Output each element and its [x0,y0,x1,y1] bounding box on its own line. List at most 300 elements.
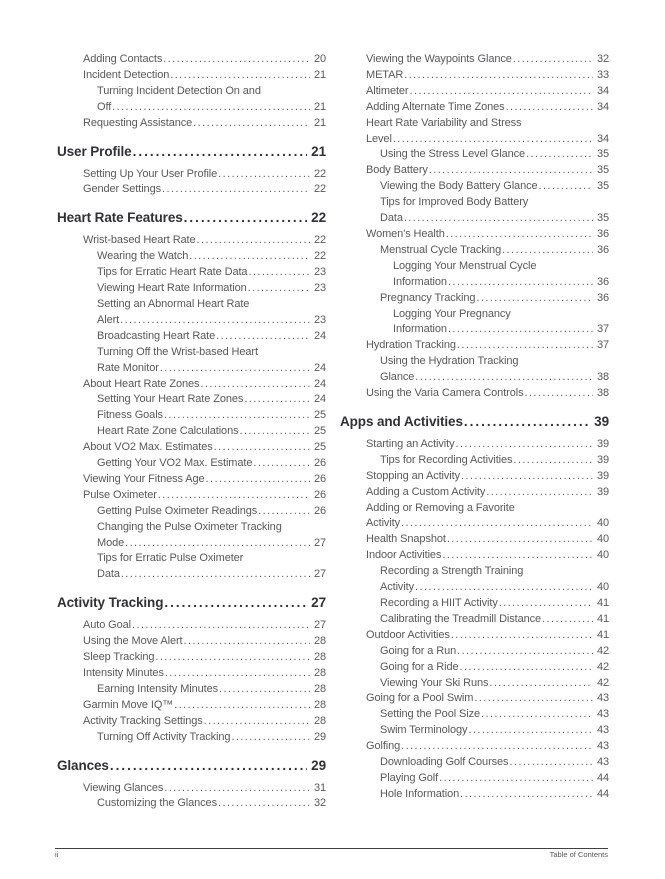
dot-leader [414,370,593,386]
dot-leader [512,52,593,68]
toc-page-number: 31 [313,781,326,794]
dot-leader [183,634,310,650]
dot-leader [459,660,593,676]
toc-page-number: 22 [313,167,326,180]
toc-page-number: 39 [596,437,609,450]
toc-entry-title: Starting an Activity [366,437,455,450]
toc-entry-title: Logging Your Pregnancy [393,307,511,320]
toc-entry-row[interactable] [57,182,326,198]
dot-leader [524,386,593,402]
toc-entry-title: Using the Hydration Tracking [380,355,519,368]
toc-page-number: 36 [596,227,609,240]
toc-entry-title: Getting Your VO2 Max. Estimate [97,457,253,470]
toc-heading-title: Glances [57,757,109,773]
dot-leader [119,313,310,329]
dot-leader [456,644,593,660]
toc-entry-row[interactable] [57,313,326,329]
toc-entry-row[interactable] [57,68,326,84]
toc-entry-title: Health Snapshot [366,533,446,546]
toc-entry-title: Intensity Minutes [83,667,164,679]
dot-leader [512,453,593,469]
toc-page-number: 20 [313,53,326,65]
dot-leader [485,485,593,501]
toc-page-number: 33 [596,68,609,81]
dot-leader [120,567,310,583]
dot-leader [164,666,310,682]
dot-leader [131,618,310,634]
toc-entry-title: About Heart Rate Zones [83,377,200,390]
dot-leader [400,516,593,532]
dot-leader [230,730,310,746]
toc-entry-row[interactable] [57,116,326,132]
toc-page-number: 25 [313,409,326,422]
toc-entry-row[interactable] [340,723,609,739]
toc-entry-title: Information [393,275,447,288]
dot-leader [183,208,308,228]
toc-entry-row[interactable] [340,338,609,354]
toc-heading-title: User Profile [57,143,132,159]
toc-entry-title: Tips for Recording Activities [380,453,513,466]
toc-entry-title: Turning Incident Detection On and [97,84,261,97]
toc-entry-title: Turning Off the Wrist-based Heart [97,345,258,358]
toc-entry-row[interactable] [57,781,326,797]
toc-page-number: 28 [313,635,326,648]
toc-entry-title: Earning Intensity Minutes [97,682,219,695]
toc-entry-title: Viewing Glances [83,781,164,794]
toc-entry-row[interactable] [340,501,609,517]
dot-leader [215,329,310,345]
dot-leader [403,68,593,84]
toc-entry-row[interactable] [340,771,609,787]
toc-entry-row[interactable] [340,644,609,660]
dot-leader [445,227,593,243]
toc-entry-title: Activity [366,517,401,530]
toc-page-number: 28 [313,714,326,727]
toc-entry-row[interactable] [340,243,609,259]
toc-entry-row[interactable] [57,52,326,68]
toc-page-number: 27 [311,595,326,611]
toc-entry-row[interactable] [57,392,326,408]
toc-page-number: 27 [313,536,326,549]
toc-entry-row[interactable] [340,163,609,179]
toc-entry-row[interactable] [57,551,326,567]
toc-entry-title: Using the Stress Level Glance [380,148,526,161]
dot-leader [162,52,310,68]
toc-entry-row[interactable] [340,291,609,307]
toc-entry-title: Going for a Run [380,644,457,657]
toc-entry-row[interactable] [340,211,609,227]
footer-section-title: Table of Contents [549,850,608,859]
toc-entry-row[interactable] [340,259,609,275]
dot-leader [163,408,310,424]
dot-leader [447,275,593,291]
toc-page-number: 39 [596,469,609,482]
toc-entry-title: Setting Up Your User Profile [83,167,218,180]
toc-page-number: 43 [596,740,609,753]
toc-entry-row[interactable] [340,195,609,211]
toc-heading-title: Heart Rate Features [57,210,183,226]
toc-entry-title: Activity [380,581,415,594]
dot-leader [438,771,593,787]
toc-entry-title: Activity Tracking Settings [83,714,203,727]
dot-leader [538,179,593,195]
dot-leader [188,249,310,265]
toc-entry-title: Altimeter [366,84,409,97]
toc-page-number: 37 [596,339,609,352]
dot-leader [473,691,593,707]
toc-entry-row[interactable] [57,666,326,682]
toc-page-number: 32 [596,53,609,65]
toc-page-number: 25 [313,441,326,454]
dot-leader [199,377,310,393]
toc-page-number: 21 [311,143,326,159]
toc-entry-row[interactable] [340,787,609,803]
toc-page-number: 42 [596,660,609,673]
dot-leader [247,281,310,297]
footer-page-number: ii [55,850,59,859]
dot-leader [409,84,593,100]
dot-leader [400,739,593,755]
toc-entry-row[interactable] [340,386,609,402]
dot-leader [455,437,593,453]
toc-entry-row[interactable] [340,437,609,453]
toc-entry-row[interactable] [340,707,609,723]
toc-entry-title: Viewing the Waypoints Glance [366,53,512,65]
toc-page-number: 21 [313,68,326,81]
toc-page-number: 22 [313,250,326,263]
toc-entry-title: Requesting Assistance [83,116,193,129]
dot-leader [154,650,310,666]
toc-entry-title: Playing Golf [380,771,439,784]
dot-leader [501,243,593,259]
toc-page-number: 35 [596,164,609,177]
dot-leader [157,488,310,504]
toc-page-number: 29 [313,730,326,743]
toc-entry-row[interactable] [340,354,609,370]
toc-entry-row[interactable] [340,548,609,564]
toc-entry-title: Tips for Improved Body Battery [380,196,529,209]
toc-entry-row[interactable] [340,580,609,596]
toc-entry-row[interactable] [57,472,326,488]
dot-leader [111,100,310,116]
toc-entry-row[interactable] [340,68,609,84]
toc-entry-title: Glance [380,371,415,384]
toc-page-number: 26 [313,488,326,501]
toc-page-number: 40 [596,581,609,594]
toc-page-number: 35 [596,212,609,225]
dot-leader [467,723,593,739]
toc-heading-title: Apps and Activities [340,413,463,429]
toc-page-number: 26 [313,472,326,485]
toc-page-number: 24 [313,377,326,390]
toc-entry-title: Wrist-based Heart Rate [83,234,196,247]
toc-page-number: 24 [313,329,326,342]
toc-entry-row[interactable] [57,634,326,650]
toc-entry-title: Information [393,323,447,336]
toc-entry-row[interactable] [340,596,609,612]
dot-leader [488,676,593,692]
toc-page-number: 35 [596,180,609,193]
toc-entry-row[interactable] [57,408,326,424]
toc-entry-row[interactable] [57,281,326,297]
dot-leader [163,593,307,613]
toc-page-number: 37 [596,323,609,336]
toc-page-number: 42 [596,676,609,689]
toc-entry-row[interactable] [340,275,609,291]
toc-entry-row[interactable] [340,516,609,532]
toc-entry-row[interactable] [57,488,326,504]
toc-page-number: 35 [596,148,609,161]
toc-entry-row[interactable] [340,453,609,469]
toc-heading-row[interactable] [57,142,326,162]
toc-page-number: 40 [596,533,609,546]
toc-entry-title: Viewing the Body Battery Glance [380,180,538,193]
toc-entry-title: Data [380,212,403,225]
toc-entry-title: Tips for Erratic Heart Rate Data [97,266,248,279]
toc-entry-title: Heart Rate Zone Calculations [97,425,239,438]
toc-entry-row[interactable] [340,485,609,501]
toc-page-number: 40 [596,549,609,562]
toc-entry-row[interactable] [57,730,326,746]
toc-entry-title: Swim Terminology [380,724,468,737]
toc-entry-row[interactable] [57,456,326,472]
toc-page-number: 36 [596,275,609,288]
toc-entry-row[interactable] [57,618,326,634]
toc-entry-title: Recording a Strength Training [380,565,524,578]
toc-entry-title: Using the Varia Camera Controls [366,387,524,400]
toc-entry-title: Going for a Ride [380,660,459,673]
toc-page-number: 34 [596,132,609,145]
dot-leader [243,392,310,408]
toc-page-number: 41 [596,597,609,609]
toc-entry-row[interactable] [57,249,326,265]
toc-heading-row[interactable] [340,412,609,432]
toc-heading-title: Activity Tracking [57,595,164,611]
toc-entry-row[interactable] [57,329,326,345]
toc-entry-title: Outdoor Activities [366,628,450,641]
toc-entry-row[interactable] [340,612,609,628]
toc-page-number: 25 [313,425,326,438]
toc-entry-row[interactable] [57,536,326,552]
dot-leader [217,796,310,812]
toc-entry-row[interactable] [57,84,326,100]
toc-entry-row[interactable] [57,361,326,377]
dot-leader [441,548,593,564]
dot-leader [428,163,593,179]
toc-page-number: 26 [313,457,326,470]
toc-entry-title: Adding Contacts [83,53,163,65]
toc-entry-row[interactable] [340,307,609,323]
toc-entry-title: Indoor Activities [366,549,442,562]
toc-entry-title: Wearing the Watch [97,250,189,263]
toc-entry-row[interactable] [340,322,609,338]
dot-leader [192,116,310,132]
toc-page-number: 44 [596,787,609,800]
toc-entry-title: Broadcasting Heart Rate [97,329,216,342]
dot-leader [247,265,310,281]
toc-entry-row[interactable] [340,564,609,580]
toc-entry-row[interactable] [57,100,326,116]
dot-leader [498,596,593,612]
page-footer [55,848,608,859]
toc-entry-title: Hydration Tracking [366,339,456,352]
toc-entry-title: Going for a Pool Swim [366,692,474,705]
toc-page-number: 21 [313,100,326,113]
dot-leader [203,714,310,730]
toc-entry-row[interactable] [57,650,326,666]
toc-entry-row[interactable] [57,345,326,361]
toc-page-number: 38 [596,371,609,384]
toc-entry-row[interactable] [57,714,326,730]
toc-entry-row[interactable] [340,132,609,148]
toc-entry-title: Downloading Golf Courses [380,756,509,769]
toc-entry-title: Stopping an Activity [366,469,461,482]
toc-entry-title: Tips for Erratic Pulse Oximeter [97,552,244,565]
toc-page-number: 34 [596,100,609,113]
toc-entry-row[interactable] [340,147,609,163]
toc-entry-row[interactable] [57,567,326,583]
dot-leader [252,456,310,472]
dot-leader [525,147,593,163]
dot-leader [218,682,310,698]
toc-page-number: 28 [313,651,326,664]
toc-entry-row[interactable] [340,227,609,243]
toc-heading-row[interactable] [57,756,326,776]
toc-page-number: 36 [596,291,609,304]
toc-entry-title: Incident Detection [83,68,170,81]
toc-page-number: 43 [596,692,609,705]
toc-entry-row[interactable] [340,691,609,707]
toc-entry-row[interactable] [57,265,326,281]
toc-page-number: 43 [596,708,609,721]
toc-page-number: 42 [596,644,609,657]
dot-leader [460,469,593,485]
toc-entry-title: Using the Move Alert [83,635,183,648]
toc-page-number: 24 [313,393,326,406]
dot-leader [480,707,593,723]
dot-leader [239,424,310,440]
toc-entry-title: Customizing the Glances [97,797,217,810]
dot-leader [109,756,307,776]
toc-entry-title: Setting an Abnormal Heart Rate [97,297,250,310]
dot-leader [403,211,593,227]
toc-entry-row[interactable] [340,116,609,132]
toc-entry-row[interactable] [340,739,609,755]
toc-entry-title: Fitness Goals [97,409,163,422]
toc-entry-title: Auto Goal [83,619,132,632]
toc-entry-title: METAR [366,68,404,81]
toc-column-2 [340,52,609,812]
toc-entry-row[interactable] [57,440,326,456]
toc-entry-row[interactable] [340,532,609,548]
toc-entry-title: Turning Off Activity Tracking [97,730,231,743]
toc-entry-row[interactable] [340,628,609,644]
toc-entry-row[interactable] [57,377,326,393]
toc-page-number: 32 [313,797,326,810]
toc-entry-title: Logging Your Menstrual Cycle [393,259,537,272]
toc-entry-row[interactable] [57,520,326,536]
toc-page-number: 23 [313,266,326,279]
dot-leader [196,233,310,249]
toc-entry-row[interactable] [57,233,326,249]
toc-entry-row[interactable] [57,682,326,698]
toc-entry-row[interactable] [340,84,609,100]
toc-page-number: 43 [596,724,609,737]
toc-entry-row[interactable] [340,52,609,68]
dot-leader [414,580,593,596]
toc-heading-row[interactable] [57,593,326,613]
toc-entry-title: Mode [97,536,125,549]
dot-leader [541,612,593,628]
dot-leader [459,787,593,803]
dot-leader [163,781,310,797]
dot-leader [463,412,590,432]
toc-entry-title: About VO2 Max. Estimates [83,441,213,454]
toc-entry-title: Hole Information [380,787,460,800]
toc-entry-row[interactable] [57,796,326,812]
toc-page-number: 39 [596,485,609,498]
toc-page-number: 39 [594,413,609,429]
toc-page-number: 41 [596,628,609,641]
toc-heading-row[interactable] [57,208,326,228]
toc-entry-title: Golfing [366,740,401,753]
toc-entry-title: Viewing Your Fitness Age [83,472,205,485]
toc-entry-row[interactable] [57,698,326,714]
toc-page-number: 28 [313,698,326,711]
toc-page-number: 22 [311,210,326,226]
dot-leader [392,132,593,148]
toc-page-number: 27 [313,619,326,632]
toc-entry-row[interactable] [340,469,609,485]
toc-entry-title: Body Battery [366,164,428,177]
toc-entry-row[interactable] [57,424,326,440]
toc-entry-title: Adding Alternate Time Zones [366,100,505,113]
toc-entry-title: Level [366,132,392,145]
dot-leader [505,100,593,116]
toc-page-number: 34 [596,84,609,97]
toc-entry-row[interactable] [340,660,609,676]
dot-leader [257,504,310,520]
dot-leader [132,142,308,162]
toc-column-1 [57,52,326,812]
toc-entry-title: Adding a Custom Activity [366,485,486,498]
toc-page-number: 29 [311,757,326,773]
toc-page-number: 26 [313,504,326,517]
toc-entry-row[interactable] [57,167,326,183]
dot-leader [450,628,593,644]
toc-entry-title: Viewing Heart Rate Information [97,282,247,295]
dot-leader [213,440,310,456]
dot-leader [475,291,593,307]
toc-entry-row[interactable] [340,755,609,771]
toc-entry-row[interactable] [340,179,609,195]
toc-page-number: 36 [596,243,609,256]
toc-page-number: 21 [313,116,326,129]
toc-entry-row[interactable] [340,370,609,386]
toc-entry-row[interactable] [340,676,609,692]
toc-page-number: 40 [596,517,609,530]
toc-entry-title: Getting Pulse Oximeter Readings [97,504,258,517]
dot-leader [159,361,310,377]
toc-entry-row[interactable] [57,297,326,313]
dot-leader [124,536,310,552]
toc-entry-row[interactable] [57,504,326,520]
toc-columns [57,52,608,812]
toc-page-number: 23 [313,313,326,326]
toc-entry-row[interactable] [340,100,609,116]
toc-entry-title: Pregnancy Tracking [380,291,476,304]
toc-page-number: 43 [596,756,609,769]
